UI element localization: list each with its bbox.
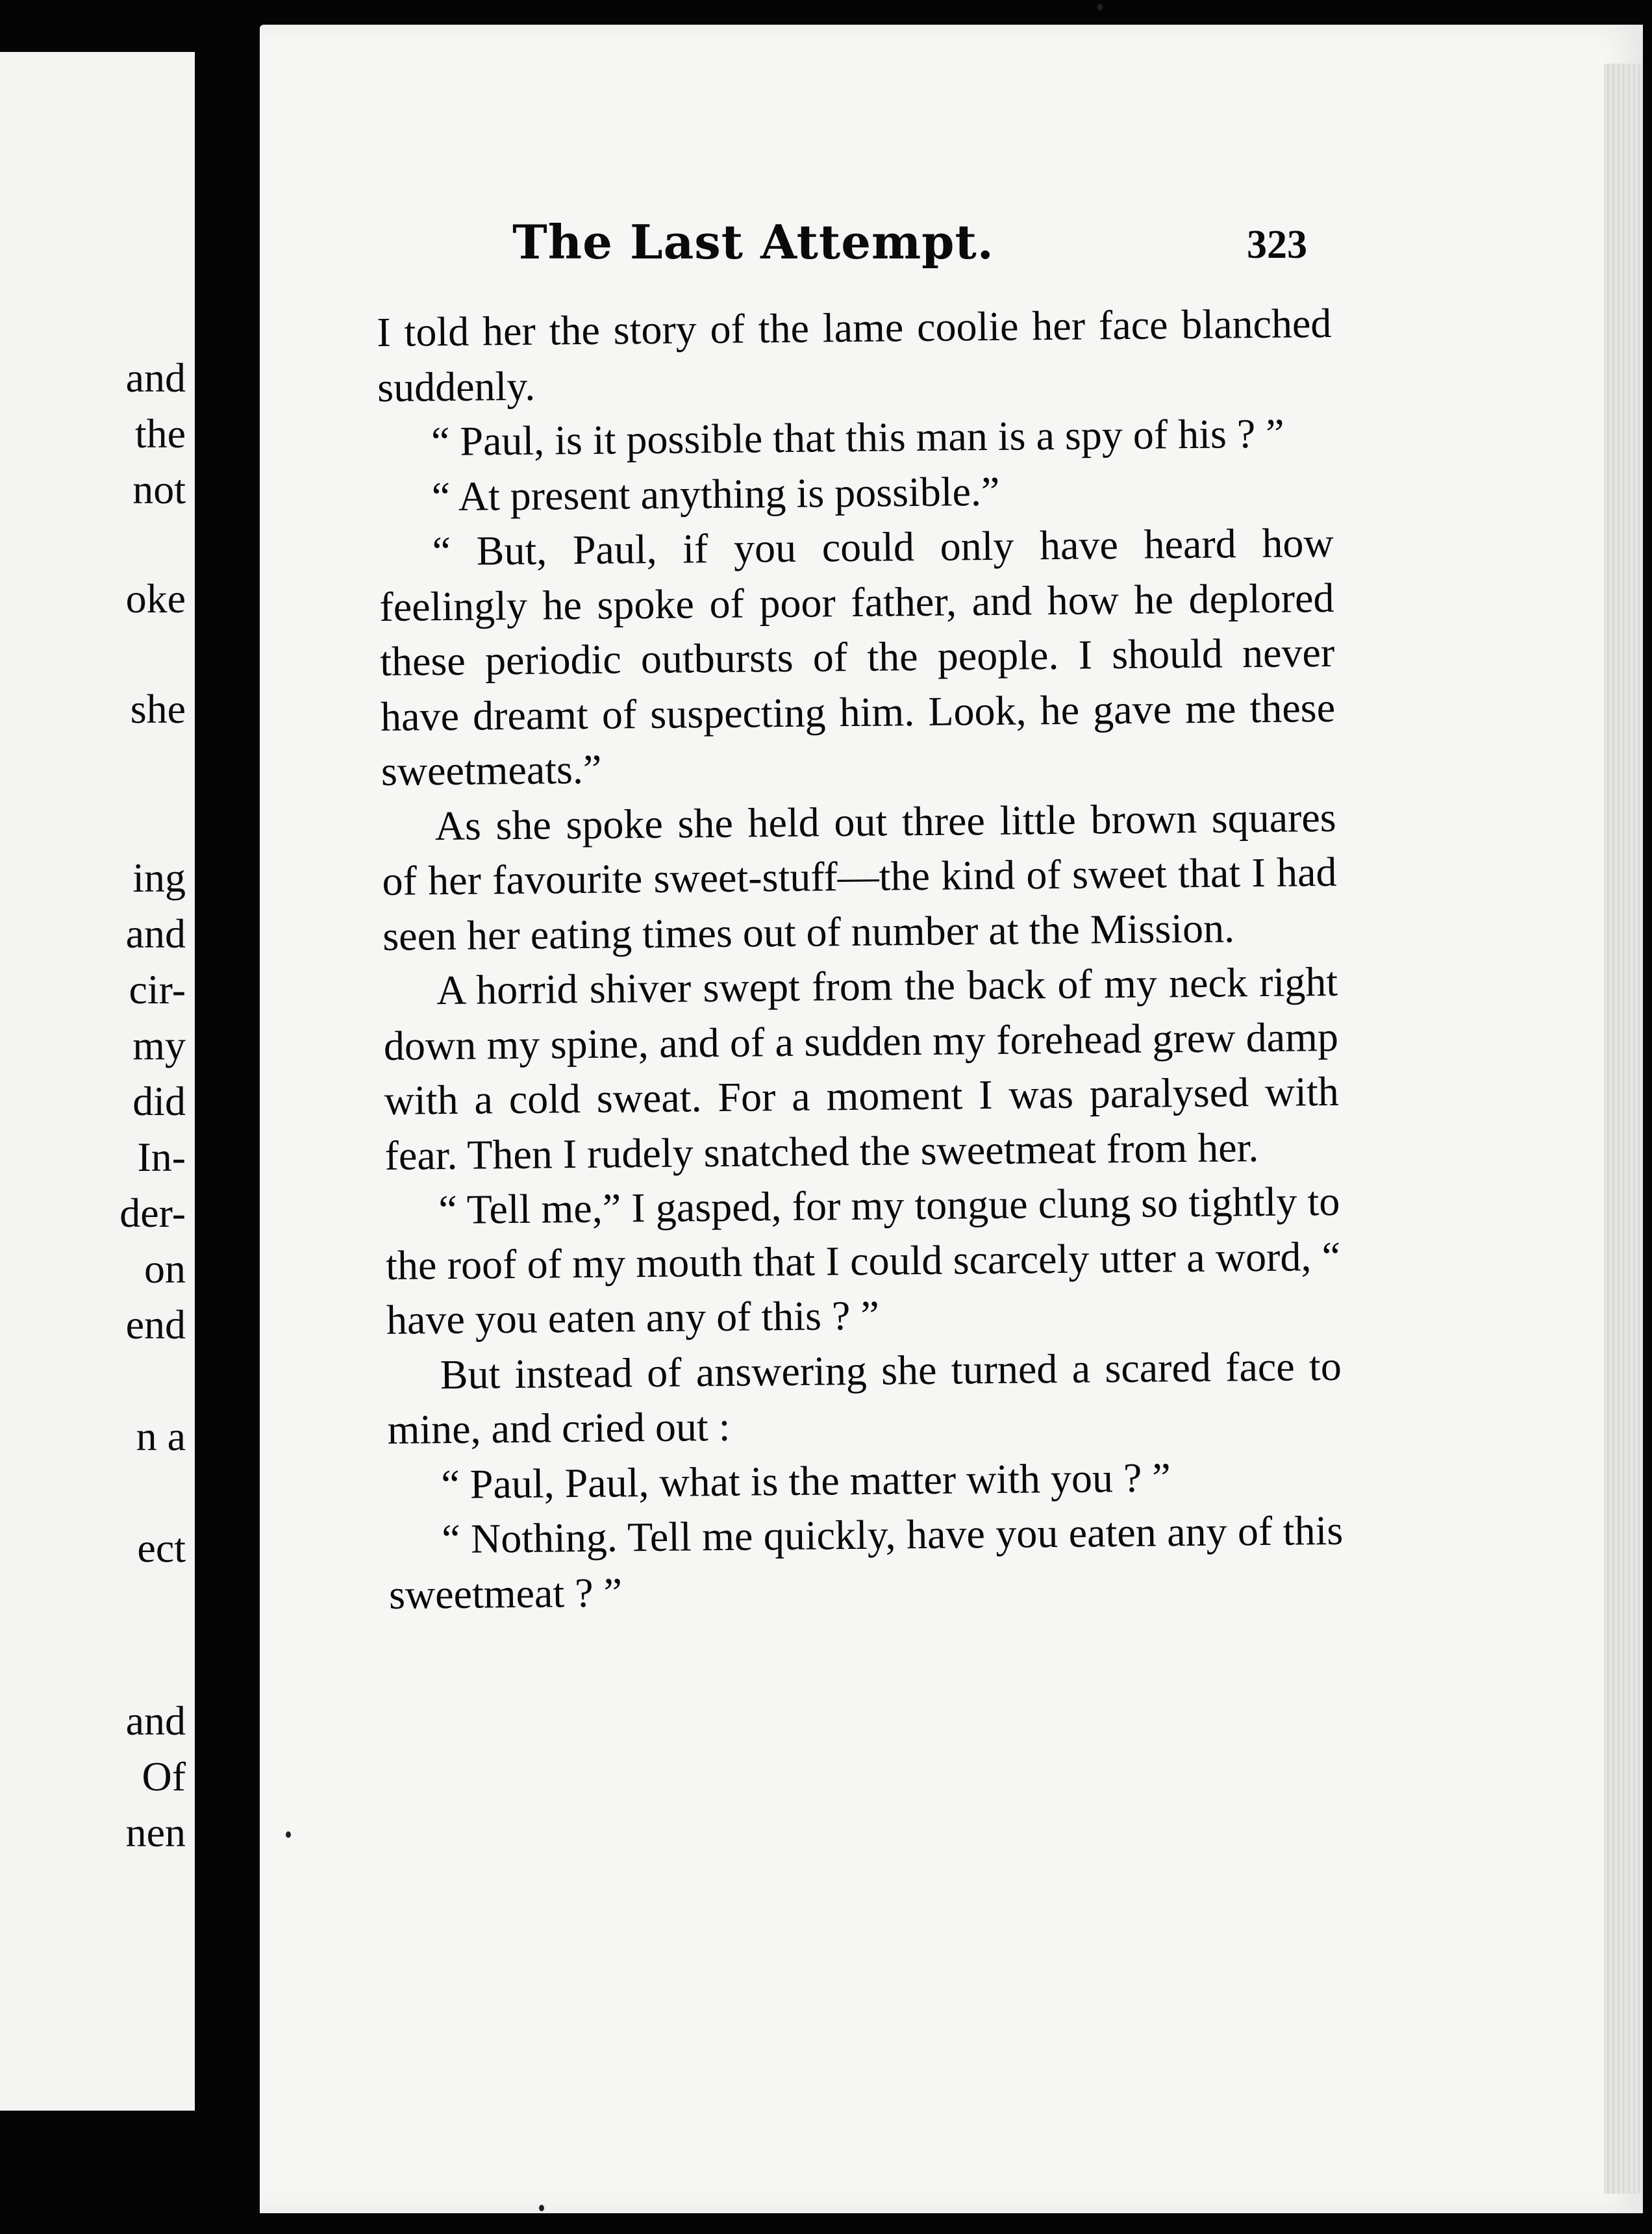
scan-speck: [539, 2205, 544, 2211]
left-page-line: and: [125, 1698, 186, 1744]
left-page-line: the: [134, 410, 186, 457]
left-page-line: she: [130, 686, 186, 732]
left-page-line: my: [132, 1022, 186, 1068]
paragraph: “ At present anything is possible.”: [431, 468, 1000, 520]
left-page-line: cir-: [129, 966, 186, 1012]
left-page-line: ect: [137, 1525, 186, 1571]
paragraph: “ Paul, is it possible that this man is a spy of his ? ”: [431, 410, 1284, 465]
left-page-fragment: [0, 52, 195, 2111]
left-page-line: n a: [136, 1413, 186, 1459]
book-gutter: [195, 0, 260, 2234]
left-page-line: In-: [137, 1134, 186, 1180]
scan-speck: [286, 1831, 291, 1838]
left-page-line: did: [132, 1078, 186, 1124]
left-page-line: end: [125, 1301, 186, 1348]
paragraph: “ Nothing. Tell me quickly, have you eaten any of this sweetmeat ? ”: [388, 1507, 1344, 1618]
paragraph: But instead of answering she turned a scared face to mine, and cried out :: [387, 1342, 1342, 1453]
left-page-line: der-: [119, 1190, 186, 1236]
paragraph: As she spoke she held out three little brown squares of her favourite sweet-stuff—the kind of sweet that I had seen her eating times out of number at the Mission.: [382, 794, 1337, 959]
left-page-line: not: [132, 466, 186, 512]
running-title: The Last Attempt.: [512, 214, 994, 270]
page-number: 323: [1247, 223, 1307, 267]
paragraph: A horrid shiver swept from the back of my neck right down my spine, and of a sudden my forehead grew damp with a cold sweat. For a moment I was paralysed with fear. Then I rudely snatched the sweetmeat from her.: [383, 958, 1340, 1179]
left-page-line: and: [125, 910, 186, 957]
scan-speck: [1097, 4, 1103, 10]
left-page-line: on: [144, 1246, 186, 1292]
left-page-line: Of: [142, 1753, 186, 1800]
left-page-line: and: [125, 355, 186, 401]
left-page-line: oke: [125, 575, 186, 621]
left-page-line: ing: [132, 855, 186, 901]
page-edge: [1604, 64, 1643, 2194]
paragraph: “ Paul, Paul, what is the matter with you ? ”: [441, 1453, 1171, 1507]
running-head: [390, 214, 1364, 286]
paragraph: “ But, Paul, if you could only have heard how feelingly he spoke of poor father, and how he deplored these periodic outbursts of the people. I should never have dreamt of suspecting him. Look, he gave me these sweetmeats.”: [379, 519, 1336, 794]
body-text: [377, 296, 1344, 1622]
paragraph: I told her the story of the lame coolie her face blanched suddenly.: [377, 299, 1332, 410]
paragraph: “ Tell me,” I gasped, for my tongue clung so tightly to the roof of my mouth that I could scarcely utter a word, “ have you eaten any of this ? ”: [385, 1177, 1341, 1343]
left-page-line: nen: [125, 1809, 186, 1855]
